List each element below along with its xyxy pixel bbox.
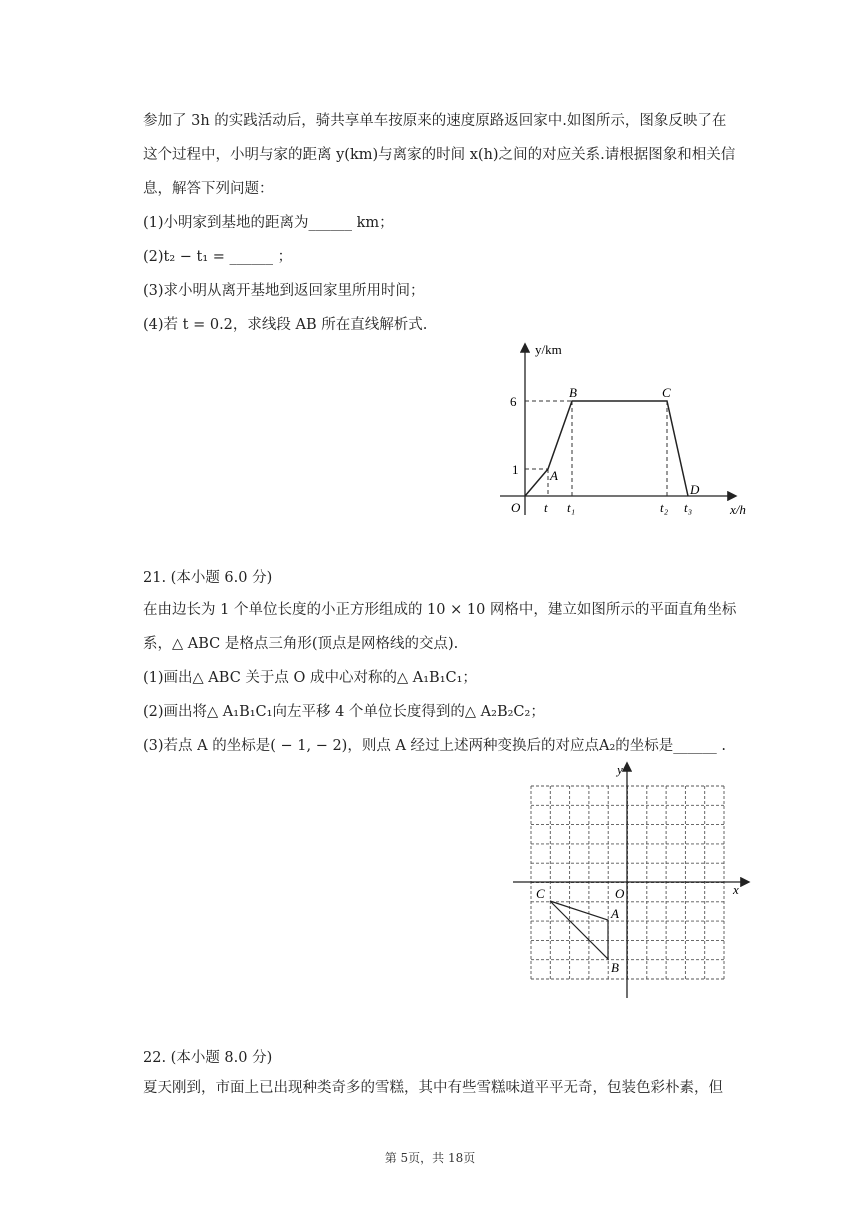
q21-line-5: (3)若点 A 的坐标是( − 1, − 2)，则点 A 经过上述两种变换后的对应点A₂的坐标是______ .: [143, 738, 727, 754]
q20-line-2: 这个过程中，小明与家的距离 y(km)与离家的时间 x(h)之间的对应关系.请根据图象和相关信: [143, 147, 736, 163]
q21-header: 21. (本小题 6.0 分): [143, 570, 273, 586]
q21-line-1: 在由边长为 1 个单位长度的小正方形组成的 10 × 10 网格中，建立如图所示的平面直角坐标: [143, 602, 737, 618]
triangle-abc: [550, 901, 608, 959]
q21-line-3: (1)画出△ ABC 关于点 O 成中心对称的△ A₁B₁C₁；: [143, 670, 477, 686]
y-axis-label: y/km: [535, 342, 562, 357]
q20-line-7: (4)若 t = 0.2，求线段 AB 所在直线解析式.: [143, 317, 428, 333]
y-axis-label: y: [617, 762, 623, 777]
point-d-label: D: [690, 482, 700, 497]
q20-line-6: (3)求小明从离开基地到返回家里所用时间；: [143, 283, 425, 299]
point-c-label: C: [662, 385, 671, 400]
x-tick-t1: t₁: [567, 500, 576, 515]
x-axis-label: x/h: [730, 502, 746, 517]
y-tick-6: 6: [510, 394, 517, 409]
q20-line-4: (1)小明家到基地的距离为______ km；: [143, 215, 394, 231]
point-b-label: B: [569, 385, 577, 400]
q22-line-1: 夏天刚到，市面上已出现种类奇多的雪糕，其中有些雪糕味道平平无奇，包装色彩朴素，但: [143, 1080, 723, 1096]
x-axis-label: x: [733, 882, 739, 897]
point-a-label: A: [550, 468, 558, 483]
point-b-label: B: [611, 960, 619, 975]
page-footer: 第 5页，共 18页: [384, 1151, 476, 1165]
x-tick-t: t: [544, 500, 548, 515]
q20-distance-time-graph: [490, 340, 760, 525]
point-c-label: C: [536, 886, 545, 901]
point-a-label: A: [611, 906, 619, 921]
q20-line-1: 参加了 3h 的实践活动后，骑共享单车按原来的速度原路返回家中.如图所示，图象反映了在: [143, 113, 727, 129]
x-tick-t2: t₂: [660, 500, 669, 515]
origin-label: O: [511, 500, 521, 515]
origin-label: O: [615, 886, 625, 901]
q20-line-3: 息，解答下列问题：: [143, 181, 274, 197]
q21-coordinate-grid: [505, 758, 755, 1003]
q21-line-4: (2)画出将△ A₁B₁C₁向左平移 4 个单位长度得到的△ A₂B₂C₂；: [143, 704, 545, 720]
q21-line-2: 系，△ ABC 是格点三角形(顶点是网格线的交点).: [143, 636, 459, 652]
y-tick-1: 1: [512, 462, 519, 477]
q22-header: 22. (本小题 8.0 分): [143, 1050, 273, 1066]
q20-line-5: (2)t₂ − t₁ = ______ ；: [143, 249, 293, 265]
x-tick-t3: t₃: [684, 500, 693, 515]
